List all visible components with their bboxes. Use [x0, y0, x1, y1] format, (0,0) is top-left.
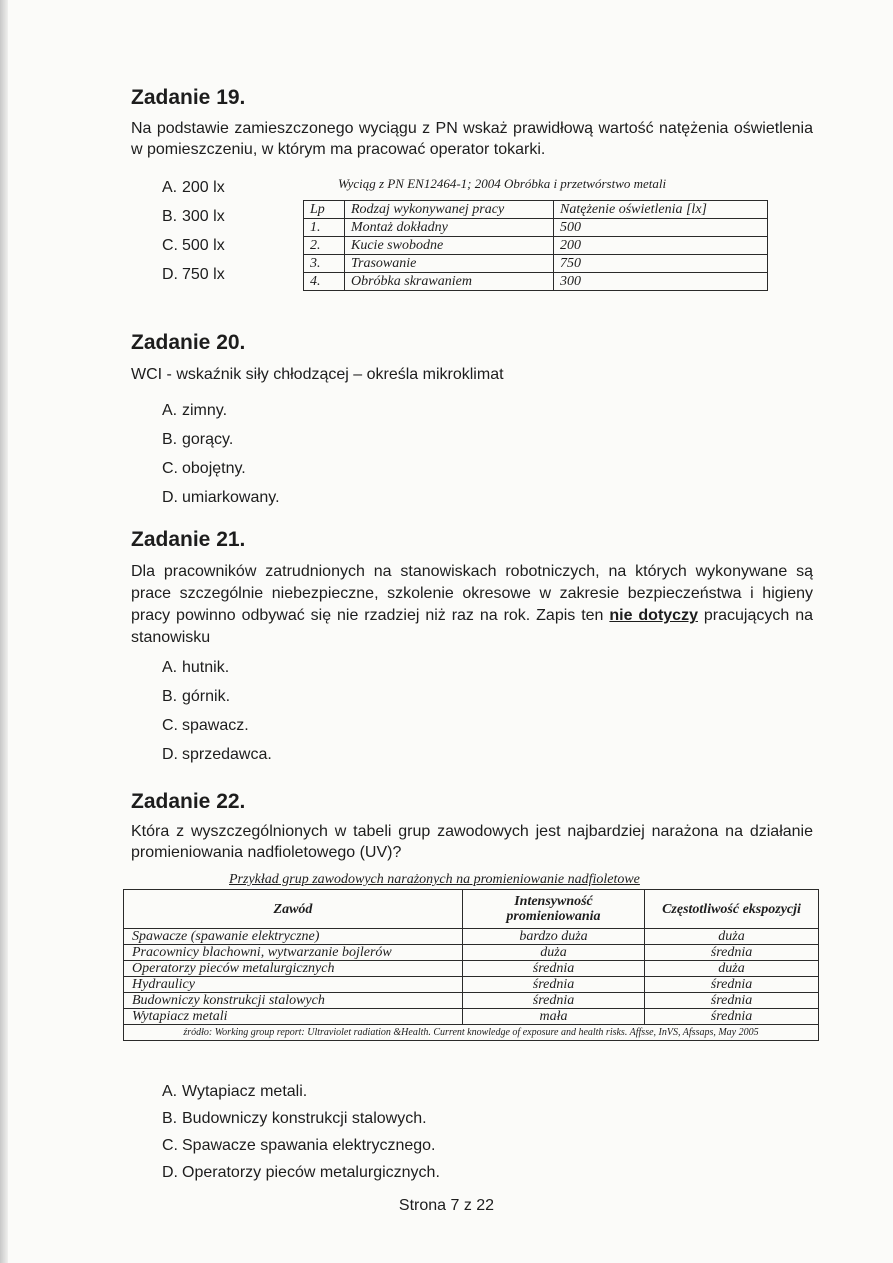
task-20-question: WCI - wskaźnik siły chłodzącej – określa mikroklimat — [131, 366, 504, 383]
table-header-row — [124, 890, 819, 929]
table-cell: bardzo duża — [463, 929, 645, 945]
table-cell: mała — [463, 1009, 645, 1025]
table-header-cell: Zawód — [124, 890, 463, 929]
table-cell: średnia — [645, 977, 819, 993]
table-cell: Obróbka skrawaniem — [345, 273, 554, 291]
table-cell: Montaż dokładny — [345, 219, 554, 237]
page-edge — [0, 0, 8, 1263]
table-cell: duża — [463, 945, 645, 961]
answer-option[interactable]: A. zimny. — [162, 402, 228, 419]
table-cell: duża — [645, 929, 819, 945]
table-row — [124, 945, 819, 961]
table-cell: Pracownicy blachowni, wytwarzanie bojlerów — [124, 945, 463, 961]
answer-option[interactable]: C. Spawacze spawania elektrycznego. — [162, 1137, 436, 1154]
table-row — [124, 1009, 819, 1025]
table-cell: 750 — [554, 255, 768, 273]
task-21-title: Zadanie 21. — [131, 528, 246, 551]
table-caption: Wyciąg z PN EN12464-1; 2004 Obróbka i przetwórstwo metali — [338, 176, 667, 191]
task-22-question: Która z wyszczególnionych w tabeli grup zawodowych jest najbardziej narażona na działanie promieniowania nadfioletowego (UV)? — [131, 823, 813, 861]
table-cell: Wytapiacz metali — [124, 1009, 463, 1025]
table-cell: Budowniczy konstrukcji stalowych — [124, 993, 463, 1009]
table-row — [124, 929, 819, 945]
table-cell: 2. — [304, 237, 345, 255]
table-cell: 200 — [554, 237, 768, 255]
table-cell: 500 — [554, 219, 768, 237]
task-21-question: Dla pracowników zatrudnionych na stanowiskach robotniczych, na których wykonywane są prace szczególnie niebezpieczne, szkolenie okresowe w zakresie bezpieczeństwa i higieny pracy powinno odbywać się nie rzadziej niż raz na rok. Zapis ten nie dotyczy pracujących na stanowisku — [131, 563, 813, 646]
table-row — [124, 993, 819, 1009]
table-source-row — [124, 1025, 819, 1041]
table-header-cell: Lp — [304, 201, 345, 219]
table-cell: 4. — [304, 273, 345, 291]
table-cell: Kucie swobodne — [345, 237, 554, 255]
table-cell: średnia — [463, 977, 645, 993]
answer-option[interactable]: C. 500 lx — [162, 237, 225, 254]
task-22-answers — [162, 1078, 440, 1186]
table-cell: Spawacze (spawanie elektryczne) — [124, 929, 463, 945]
answer-option[interactable]: A. hutnik. — [162, 659, 230, 676]
task-22-title: Zadanie 22. — [131, 790, 246, 813]
lighting-table — [303, 200, 768, 291]
task-19-question: Na podstawie zamieszczonego wyciągu z PN wskaż prawidłową wartość natężenia oświetlenia w pomieszczeniu, w którym ma pracować operator tokarki. — [131, 120, 813, 158]
task-19-answers — [162, 173, 225, 289]
table-header-cell: Rodzaj wykonywanej pracy — [345, 201, 554, 219]
task-20-answers — [162, 396, 280, 512]
table-cell: Trasowanie — [345, 255, 554, 273]
page-number: Strona 7 z 22 — [398, 1197, 495, 1214]
table-source: źródło: Working group report: Ultraviolet radiation &Health. Current knowledge of exposure and health risks. Affsse, InVS, Afssaps, May 2005 — [124, 1025, 819, 1041]
task-19-title: Zadanie 19. — [131, 86, 246, 109]
table-row — [304, 273, 768, 291]
table-row — [304, 237, 768, 255]
answer-option[interactable]: B. gorący. — [162, 431, 234, 448]
table-cell: średnia — [645, 945, 819, 961]
table-row — [124, 961, 819, 977]
answer-option[interactable]: A. Wytapiacz metali. — [162, 1083, 308, 1100]
answer-option[interactable]: D. Operatorzy pieców metalurgicznych. — [162, 1164, 440, 1181]
table-row — [304, 255, 768, 273]
answer-option[interactable]: D. umiarkowany. — [162, 489, 280, 506]
answer-option[interactable]: B. 300 lx — [162, 208, 225, 225]
task-20-title: Zadanie 20. — [131, 331, 246, 354]
table-header-cell: Częstotliwość ekspozycji — [645, 890, 819, 929]
answer-option[interactable]: A. 200 lx — [162, 179, 225, 196]
emphasis-not-applies: nie dotyczy — [609, 607, 698, 624]
table-row — [124, 977, 819, 993]
table-header-row — [304, 201, 768, 219]
answer-option[interactable]: D. 750 lx — [162, 266, 225, 283]
answer-option[interactable]: B. Budowniczy konstrukcji stalowych. — [162, 1110, 427, 1127]
table-header-cell: Natężenie oświetlenia [lx] — [554, 201, 768, 219]
answer-option[interactable]: B. górnik. — [162, 688, 231, 705]
table-cell: średnia — [463, 961, 645, 977]
task-21-answers — [162, 653, 272, 769]
table-cell: duża — [645, 961, 819, 977]
answer-option[interactable]: D. sprzedawca. — [162, 746, 272, 763]
table-cell: średnia — [645, 1009, 819, 1025]
table-cell: średnia — [645, 993, 819, 1009]
table-cell: Operatorzy pieców metalurgicznych — [124, 961, 463, 977]
table-header-cell: Intensywność promieniowania — [463, 890, 645, 929]
answer-option[interactable]: C. obojętny. — [162, 460, 246, 477]
uv-exposure-table — [123, 889, 819, 1041]
table-caption: Przykład grup zawodowych narażonych na promieniowanie nadfioletowe — [229, 872, 640, 887]
table-cell: średnia — [463, 993, 645, 1009]
table-cell: 1. — [304, 219, 345, 237]
table-row — [304, 219, 768, 237]
table-cell: 300 — [554, 273, 768, 291]
table-cell: Hydraulicy — [124, 977, 463, 993]
table-cell: 3. — [304, 255, 345, 273]
answer-option[interactable]: C. spawacz. — [162, 717, 249, 734]
